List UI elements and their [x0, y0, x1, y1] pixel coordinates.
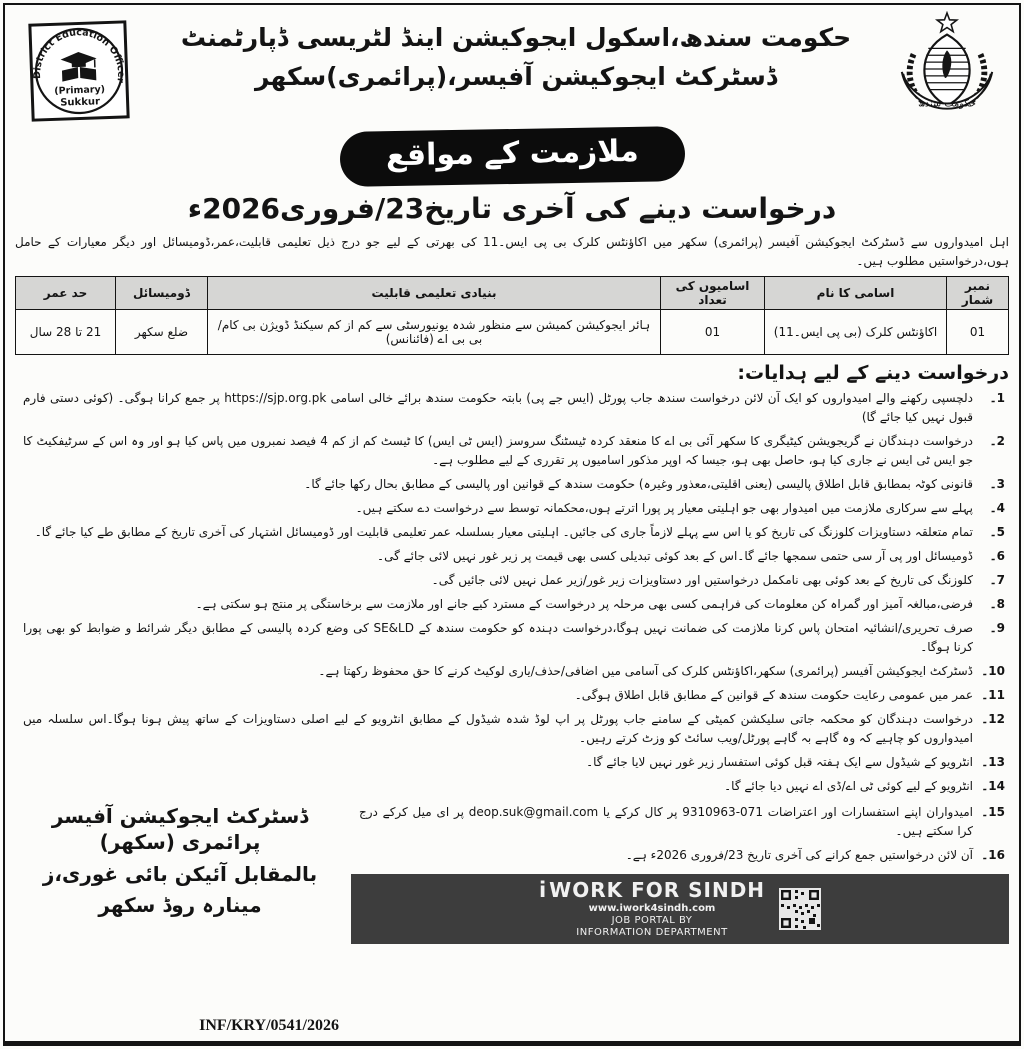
- col-domicile: ڈومیسائل: [116, 277, 208, 310]
- instruction-text: کلوزنگ کی تاریخ کے بعد کوئی بھی نامکمل درخواستیں اور دستاویزات زیر غور/زیر عمل نہیں لائی جائیں گی۔: [431, 573, 973, 588]
- instruction-text: ڈسٹرکٹ ایجوکیشن آفیسر (پرائمری) سکھر،اکاؤنٹس کلرک کی آسامی میں اضافی/حذف/یاری لوکیٹ کرنے کا حق محفوظ رکھتا ہے۔: [318, 664, 973, 678]
- address-line-2: مینارہ روڈ سکھر: [98, 893, 262, 918]
- instruction-number: 11۔: [981, 688, 1005, 703]
- workbox-title: [539, 878, 765, 903]
- instruction-text: انٹرویو کے لیے کوئی ٹی اے/ڈی اے نہیں دیا جائے گا۔: [724, 778, 973, 793]
- work-for-sindh-banner: [351, 874, 1009, 944]
- instruction-text: درخواست دہندگان نے گریجویشن کیٹیگری کا سکھر آئی بی اے کا منعقد کردہ ٹیسٹنگ سروسز (ایس ٹی ایس) کا ٹیسٹ کم از کم 4 فیصد نمبروں میں پاس کیا ہو اور وہ اس کے سرٹیفکیٹ کا جو ایس ٹی ایس نے جاری کیا ہو، حاصل بھی ہو، جیسا کہ اوپر مذکور اسامیوں پر تقرری کے لیے مطلوب ہے۔: [23, 434, 973, 467]
- instruction-number: 3۔: [989, 476, 1005, 491]
- instruction-text: فرضی،مبالغہ آمیز اور گمراہ کن معلومات کی فراہمی کسی بھی مرحلہ پر درخواست کے مسترد کیے جانے اور ملازمت سے برخاستگی پر منتج ہو سکتی ہے۔: [195, 597, 973, 612]
- instruction-number: 6۔: [989, 549, 1005, 564]
- instruction-item-5: [15, 523, 1009, 542]
- stamp-sukkur-text: Sukkur: [60, 96, 101, 109]
- instruction-number: 7۔: [989, 573, 1005, 588]
- instruction-text: انٹرویو کے شیڈول سے ایک ہفتہ قبل کوئی استفسار زیر غور نہیں لایا جائے گا۔: [586, 754, 973, 769]
- instruction-number: 14۔: [981, 778, 1005, 793]
- col-age-limit: حد عمر: [16, 277, 116, 310]
- instruction-item-1: [15, 389, 1009, 426]
- i-logo-icon: i: [538, 878, 548, 903]
- instruction-number: 2۔: [989, 434, 1005, 449]
- advertisement-ref-number: INF/KRY/0541/2026: [199, 1017, 339, 1034]
- instruction-item-11: [15, 686, 1009, 705]
- instruction-text: پہلے سے سرکاری ملازمت میں امیدوار بھی جو اہلیتی معیار پر پورا اترتے ہوں،محکمانہ توسط سے درخواست دے سکتے ہیں۔: [355, 500, 973, 515]
- instruction-text: دلچسپی رکھنے والے امیدواروں کو ایک آن لائن درخواست سندھ جاب پورٹل (ایس جے پی) بابتہ حکومت سندھ برائے خالی اسامی https://sjp.org.pk پر جمع کرانا ہوگی۔ (کوئی دستی فارم قبول نہیں کیا جائے گا): [23, 391, 973, 424]
- cell-domicile: ضلع سکھر: [116, 310, 208, 355]
- instruction-item-4: [15, 499, 1009, 518]
- instruction-number: 1۔: [989, 391, 1005, 406]
- instruction-text: عمر میں عمومی رعایت حکومت سندھ کے قوانین کے مطابق قابل اطلاق ہوگی۔: [574, 688, 973, 703]
- cell-serial: 01: [947, 310, 1009, 355]
- instruction-number: 16۔: [981, 847, 1005, 862]
- workbox-title-text: WORK FOR SINDH: [549, 878, 766, 903]
- deadline-heading: درخواست دینے کی آخری تاریخ23/فروری2026ء: [187, 192, 837, 225]
- cell-post-name: اکاؤنٹس کلرک (بی پی ایس۔11): [765, 310, 947, 355]
- vacancy-table-header-row: [16, 277, 1009, 310]
- col-num-posts: اسامیوں کی تعداد: [661, 277, 765, 310]
- advertisement-page: [3, 3, 1021, 1046]
- instruction-item-15: [351, 803, 1009, 840]
- instruction-item-13: [15, 753, 1009, 772]
- instruction-number: 12۔: [981, 712, 1005, 727]
- instruction-number: 8۔: [989, 597, 1005, 612]
- instruction-item-6: [15, 547, 1009, 566]
- cell-qualification: ہائر ایجوکیشن کمیشن سے منظور شدہ یونیورسٹی سے کم از کم سیکنڈ ڈویژن بی کام/بی بی اے (فائنانس): [208, 310, 661, 355]
- instruction-text: آن لائن درخواستیں جمع کرانے کی آخری تاریخ 23/فروری 2026ء ہے۔: [625, 847, 973, 862]
- cell-num-posts: 01: [661, 310, 765, 355]
- workbox-subline-1: JOB PORTAL BY: [611, 915, 693, 927]
- workbox-subline-2: INFORMATION DEPARTMENT: [576, 927, 728, 939]
- job-opportunities-banner: ملازمت کے مواقع: [339, 126, 685, 187]
- instruction-number: 10۔: [981, 664, 1005, 678]
- cell-age-limit: 21 تا 28 سال: [16, 310, 116, 355]
- instruction-number: 4۔: [989, 500, 1005, 515]
- stamp-primary-text: (Primary): [54, 84, 106, 97]
- instructions-heading: درخواست دینے کے لیے ہدایات:: [737, 362, 1009, 385]
- qr-code-icon: [779, 888, 821, 930]
- col-qualification: بنیادی تعلیمی قابلیت: [208, 277, 661, 310]
- workbox-url: www.iwork4sindh.com: [588, 903, 716, 915]
- title-line-2: ڈسٹرکٹ ایجوکیشن آفیسر،(پرائمری)سکھر: [255, 61, 777, 91]
- vacancy-table-row: [16, 310, 1009, 355]
- vacancy-table: [15, 276, 1009, 355]
- instruction-text: قانونی کوٹہ بمطابق قابل اطلاق پالیسی (یعنی اقلیتی،معذور وغیرہ) حکومت سندھ کے قوانین اور پالیسی کے مطابق بحال رکھا جائے گا۔: [304, 476, 973, 491]
- instruction-item-10: [15, 662, 1009, 681]
- office-address: [15, 859, 345, 921]
- office-stamp-seal-icon: [27, 19, 130, 122]
- emblem-ribbon-text: حکومت سندھ: [918, 98, 976, 110]
- address-line-1: بالمقابل آئیکن بائی غوری،ز: [42, 862, 318, 887]
- instruction-number: 9۔: [989, 621, 1005, 636]
- bottom-right-column: [345, 803, 1009, 1037]
- instruction-text: تمام متعلقہ دستاویزات کلوزنگ کی تاریخ کو یا اس سے پہلے لازماً جاری کی جائیں۔ اہلیتی معیار بسلسلہ عمر تعلیمی قابلیت اور ڈومیسائل اشتہار کی آخری تاریخ کے مطابق طے کیا جائے گا۔: [34, 524, 973, 539]
- instruction-item-16: [351, 846, 1009, 865]
- instruction-number: 13۔: [981, 754, 1005, 769]
- col-post-name: اسامی کا نام: [765, 277, 947, 310]
- instruction-item-9: [15, 619, 1009, 656]
- bottom-section: [15, 803, 1009, 1037]
- col-serial: نمبر شمار: [947, 277, 1009, 310]
- workbox-text: [539, 878, 765, 939]
- stamp-arc-text: District Education Officer: [32, 27, 127, 84]
- instruction-text: ڈومیسائل اور پی آر سی حتمی سمجھا جائے گا۔اس کے بعد کوئی تبدیلی کسی بھی قیمت پر زیر غور نہیں لائی جائے گی۔: [377, 549, 973, 564]
- instruction-item-3: [15, 475, 1009, 494]
- office-stamp: [15, 11, 147, 125]
- instruction-text: صرف تحریری/انشائیہ امتحان پاس کرنا ملازمت کی ضمانت نہیں ہوگا،درخواست دہندہ کو حکومت سندھ کے SE&LD کی وضع کردہ پالیسی کے مطابق دیگر شرائط و ضوابط کو بھی پورا کرنا ہوگا۔: [23, 621, 974, 654]
- sindh-government-emblem: [885, 11, 1009, 127]
- instruction-item-8: [15, 595, 1009, 614]
- department-title: [147, 11, 885, 95]
- instruction-item-12: [15, 710, 1009, 747]
- intro-paragraph: اہل امیدواروں سے ڈسٹرکٹ ایجوکیشن آفیسر (پرائمری) سکھر میں اکاؤنٹس کلرک بی پی ایس۔11 کی بھرتی کے لیے جو درج ذیل تعلیمی قابلیت،عمر،ڈومیسائل اور دیگر معیارات کے حامل ہوں،درخواستیں مطلوب ہیں۔: [15, 235, 1009, 269]
- instruction-number: 5۔: [989, 524, 1005, 539]
- instructions-list: [15, 389, 1009, 801]
- signatory-title: ڈسٹرکٹ ایجوکیشن آفیسر پرائمری (سکھر): [51, 804, 309, 855]
- instruction-text: امیدواران اپنے استفسارات اور اعتراضات 071-9310963 پر کال کرکے یا deop.suk@gmail.com پر ای میل کرکے درج کرا سکتے ہیں۔: [359, 805, 974, 838]
- signature-block: [15, 803, 345, 1037]
- instruction-item-14: [15, 777, 1009, 796]
- header: [15, 11, 1009, 127]
- title-line-1: حکومت سندھ،اسکول ایجوکیشن اینڈ لٹریسی ڈپارٹمنٹ: [180, 23, 852, 52]
- instruction-number: 15۔: [981, 805, 1005, 820]
- instruction-item-7: [15, 571, 1009, 590]
- instruction-item-2: [15, 432, 1009, 469]
- instruction-text: درخواست دہندگان کو محکمہ جاتی سلیکشن کمیٹی کے سامنے جاب پورٹل پر اپ لوڈ شدہ شیڈول کے مطابق انٹرویو کے لیے اصلی دستاویزات کے ساتھ پیش ہونا ہوگا۔اس سلسلہ میں امیدواروں کو چاہیے کہ وہ گاہے بہ گاہے پورٹل/ویب سائٹ کو وزٹ کرتے رہیں۔: [23, 712, 973, 745]
- sindh-emblem-icon: [888, 11, 1006, 127]
